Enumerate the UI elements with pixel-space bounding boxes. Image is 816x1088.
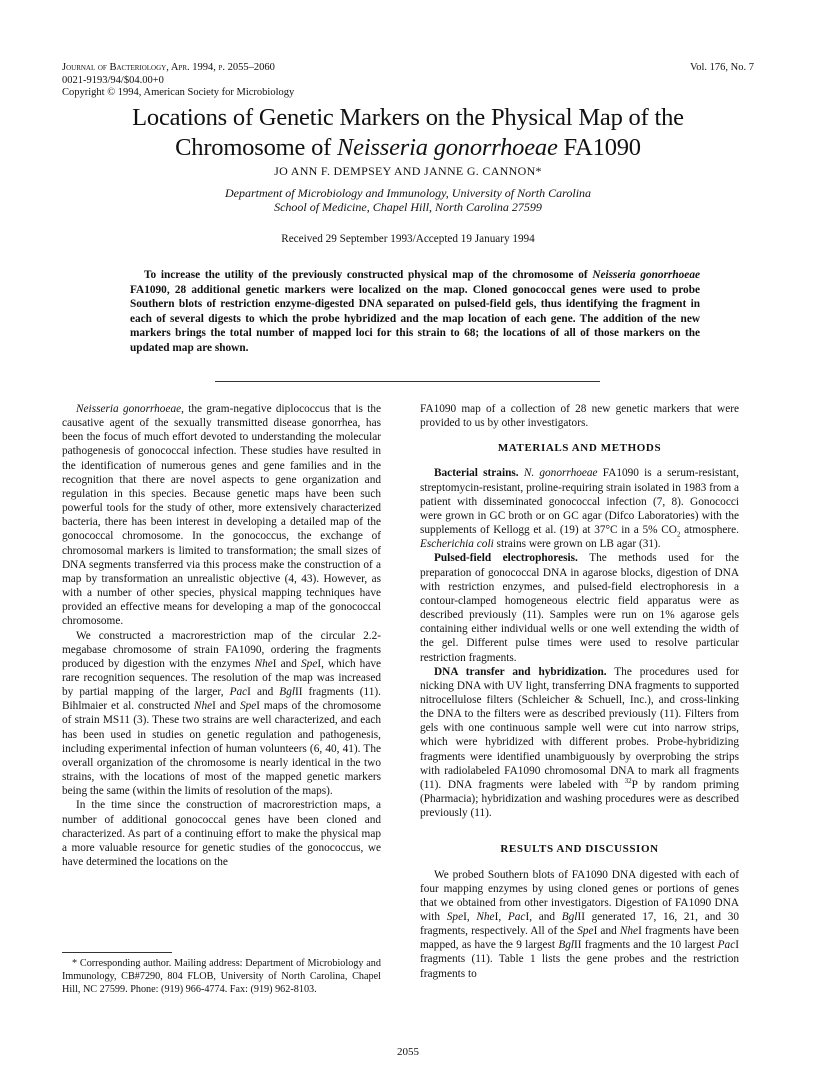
- authors: JO ANN F. DEMPSEY AND JANNE G. CANNON*: [274, 164, 542, 178]
- text: II generated 17, 16, 21, and 30 fragments, respectively. All of the: [420, 911, 739, 938]
- journal-citation: Journal of Bacteriology, Apr. 1994, p. 2055–2060: [62, 62, 275, 73]
- enzyme-name: Spe: [577, 925, 594, 938]
- received-dates: Received 29 September 1993/Accepted 19 January 1994: [281, 233, 535, 245]
- text: I, and: [525, 911, 562, 923]
- species-name: N. gonorrhoeae: [523, 467, 598, 480]
- enzyme-name: Pac: [507, 911, 526, 923]
- issn-line: 0021-9193/94/$04.00+0: [62, 74, 164, 86]
- text: The procedures used for nicking DNA with UV light, transferring DNA fragments to supported nitrocellulose filters (Schleicher & Schuell, Inc.), and cross-linking the DNA to the filters were as described previously (11). Filters from gels with one continuous sample well were cut into narrow strips, which were hybridized with different probes. Probe-hybridizing fragments were identified unambiguously by overprobing the strips with radiolabeled FA1090 chromosomal DNA to mark all fragments (11). DNA fragments were labeled with: [420, 665, 739, 791]
- title-strain: FA1090: [557, 134, 641, 161]
- text: I fragments have been mapped, as have the 9 largest: [420, 925, 739, 952]
- title-line-1: Locations of Genetic Markers on the Physical Map of the: [132, 104, 684, 131]
- enzyme-name: Bgl: [279, 686, 295, 699]
- text: I and: [247, 686, 280, 699]
- enzyme-name: Nhe: [619, 925, 639, 938]
- text: I fragments (11). Table 1 lists the gene probes and the restriction fragments to: [420, 939, 739, 980]
- dna-transfer-paragraph: [420, 665, 739, 821]
- right-column: [420, 402, 739, 981]
- article-title: [60, 103, 756, 163]
- intro-paragraph-1: [62, 402, 381, 629]
- title-species: Neisseria gonorrhoeae: [337, 134, 558, 161]
- intro-paragraph-3: In the time since the construction of macrorestriction maps, a number of additional gonococcal genes have been cloned and characterized. As part of a continuing effort to make the physical map a more valuable resource for genetic studies of the gonococcus, we have determined the locations on the: [62, 799, 381, 868]
- enzyme-name: Nhe: [254, 657, 273, 670]
- text: I,: [463, 911, 477, 923]
- text: P by random priming (Pharmacia); hybridization and washing procedures were as described previously (11).: [420, 778, 739, 820]
- section-heading-methods: MATERIALS AND METHODS: [497, 442, 662, 455]
- text: II fragments (11). Bihlmaier et al. constructed: [62, 686, 381, 713]
- affiliation-line-1: Department of Microbiology and Immunology, University of North Carolina: [224, 186, 592, 200]
- abstract-text-2: FA1090, 28 additional genetic markers were localized on the map. Cloned gonococcal genes were used to probe Southern blots of restriction enzyme-digested DNA separated on pulsed-field gels, thus identifying the fragment in each of several digests to which the probe hybridized and the map location of each gene. The addition of the new markers brings the total number of mapped loci for this strain to 68; the locations of all of those markers on the updated map are shown.: [130, 283, 700, 354]
- subscript: 2: [676, 530, 681, 539]
- text: atmosphere.: [680, 524, 739, 537]
- enzyme-name: Nhe: [193, 700, 213, 713]
- text: We probed Southern blots of FA1090 DNA digested with each of four mapping enzymes by using cloned genes or portions of genes that we obtained from other investigators. Digestion of FA1090 DNA with: [420, 868, 739, 923]
- copyright-line: Copyright © 1994, American Society for Microbiology: [62, 87, 295, 98]
- left-column: [62, 402, 381, 869]
- bacterial-strains-paragraph: [420, 466, 739, 551]
- run-in-heading: DNA transfer and hybridization.: [434, 665, 607, 678]
- pulsed-field-paragraph: [420, 551, 739, 664]
- species-name: Neisseria gonorrhoeae: [76, 403, 182, 415]
- text: I and: [272, 657, 302, 670]
- abstract-text-1: To increase the utility of the previously constructed physical map of the chromosome of: [144, 269, 593, 281]
- enzyme-name: Spe: [301, 657, 318, 670]
- enzyme-name: Spe: [239, 700, 257, 713]
- paragraph-continued: FA1090 map of a collection of 28 new genetic markers that were provided to us by other investigators.: [420, 403, 739, 430]
- enzyme-name: Spe: [446, 911, 464, 923]
- corresponding-author-footnote: * Corresponding author. Mailing address: Department of Microbiology and Immunology, CB#7290, 804 FLOB, University of North Carolina, Chapel Hill, NC 27599. Phone: (919) 966-4774. Fax: (919) 962-8103.: [62, 958, 381, 995]
- superscript: 32: [624, 777, 632, 786]
- run-in-heading: Bacterial strains.: [434, 467, 519, 480]
- text: I maps of the chromosome of strain MS11 (3). These two strains are well characterized, and each has been used in studies on genetic regulation and pathogenesis, including experimental infection of human volunteers (6, 40, 41). The overall organization of the chromosome is nearly identical in the two strains, with the locations of most of the mapped genetic markers being the same (within the limits of resolution of the maps).: [62, 700, 381, 798]
- affiliation: [0, 186, 816, 214]
- results-paragraph: [420, 868, 739, 981]
- text: I and: [212, 700, 240, 713]
- text: FA1090 is a serum-resistant, streptomycin-resistant, proline-requiring strain isolated in 1983 from a patient with disseminated gonococcal infection (7, 8). Gonococci were grown in GC broth or on GC agar (Difco Laboratories) with the supplements of Kellogg et al. (19) at 37°C in a 5% CO: [420, 467, 739, 537]
- paragraph-text: , the gram-negative diplococcus that is the causative agent of the sexually transmitted disease gonorrhea, has been the focus of much effort devoted to understanding the molecular pathogenesis of gonococcal infection. These studies have resulted in the identification of numerous genes and gene families and in the recognition that there are novel aspects to gene organization and regulation in this species. Because genetic maps have been such powerful tools for the study of other, more extensively characterized bacteria, there has been interest in developing a detailed map of the gonococcal chromosome. In the gonococcus, the exchange of chromosomal markers is limited to transformation; the small sizes of DNA segments transferred via this process make the construction of a map by transformation an unrealistic objective (4, 43). However, as with a number of other species, physical mapping techniques have provided an effective means for developing a map of the gonococcal chromosome.: [62, 403, 381, 628]
- abstract-divider: [215, 381, 600, 382]
- text: I, which have rare recognition sequences. The resolution of the map was increased by partial mapping of the larger,: [62, 657, 381, 699]
- text: I,: [494, 911, 508, 923]
- text: II fragments and the 10 largest: [574, 939, 718, 952]
- text: strains were grown on LB agar (31).: [493, 538, 661, 551]
- enzyme-name: Nhe: [476, 911, 495, 923]
- affiliation-line-2: School of Medicine, Chapel Hill, North Carolina 27599: [274, 200, 542, 214]
- run-in-heading: Pulsed-field electrophoresis.: [434, 552, 578, 565]
- enzyme-name: Bgl: [558, 939, 575, 952]
- intro-paragraph-2: [62, 629, 381, 799]
- enzyme-name: Bgl: [561, 911, 578, 923]
- text: I and: [593, 925, 620, 938]
- species-name: Escherichia coli: [420, 538, 494, 551]
- title-text: Chromosome of: [175, 134, 338, 161]
- abstract: [130, 268, 700, 356]
- abstract-species: Neisseria gonorrhoeae: [592, 269, 700, 281]
- enzyme-name: Pac: [229, 686, 248, 699]
- title-line-2: [60, 133, 756, 163]
- footnote-divider: [62, 952, 172, 953]
- text: We constructed a macrorestriction map of the circular 2.2-megabase chromosome of strain FA1090, ordering the fragments produced by digestion with the enzymes: [62, 629, 381, 670]
- enzyme-name: Pac: [717, 939, 736, 952]
- volume-issue: Vol. 176, No. 7: [690, 62, 754, 73]
- text: The methods used for the preparation of gonococcal DNA in agarose blocks, digestion of DNA with restriction enzymes, and pulsed-field electrophoresis in a contour-clamped homogeneous electric field apparatus were as described previously (11). Samples were run on 1% agarose gels containing either individual wells or one well extending the width of the gel. Different pulse times were used to resolve particular restriction fragments.: [420, 552, 739, 664]
- running-header: [62, 62, 294, 100]
- section-heading-results: RESULTS AND DISCUSSION: [500, 843, 659, 856]
- page-number: 2055: [397, 1046, 419, 1058]
